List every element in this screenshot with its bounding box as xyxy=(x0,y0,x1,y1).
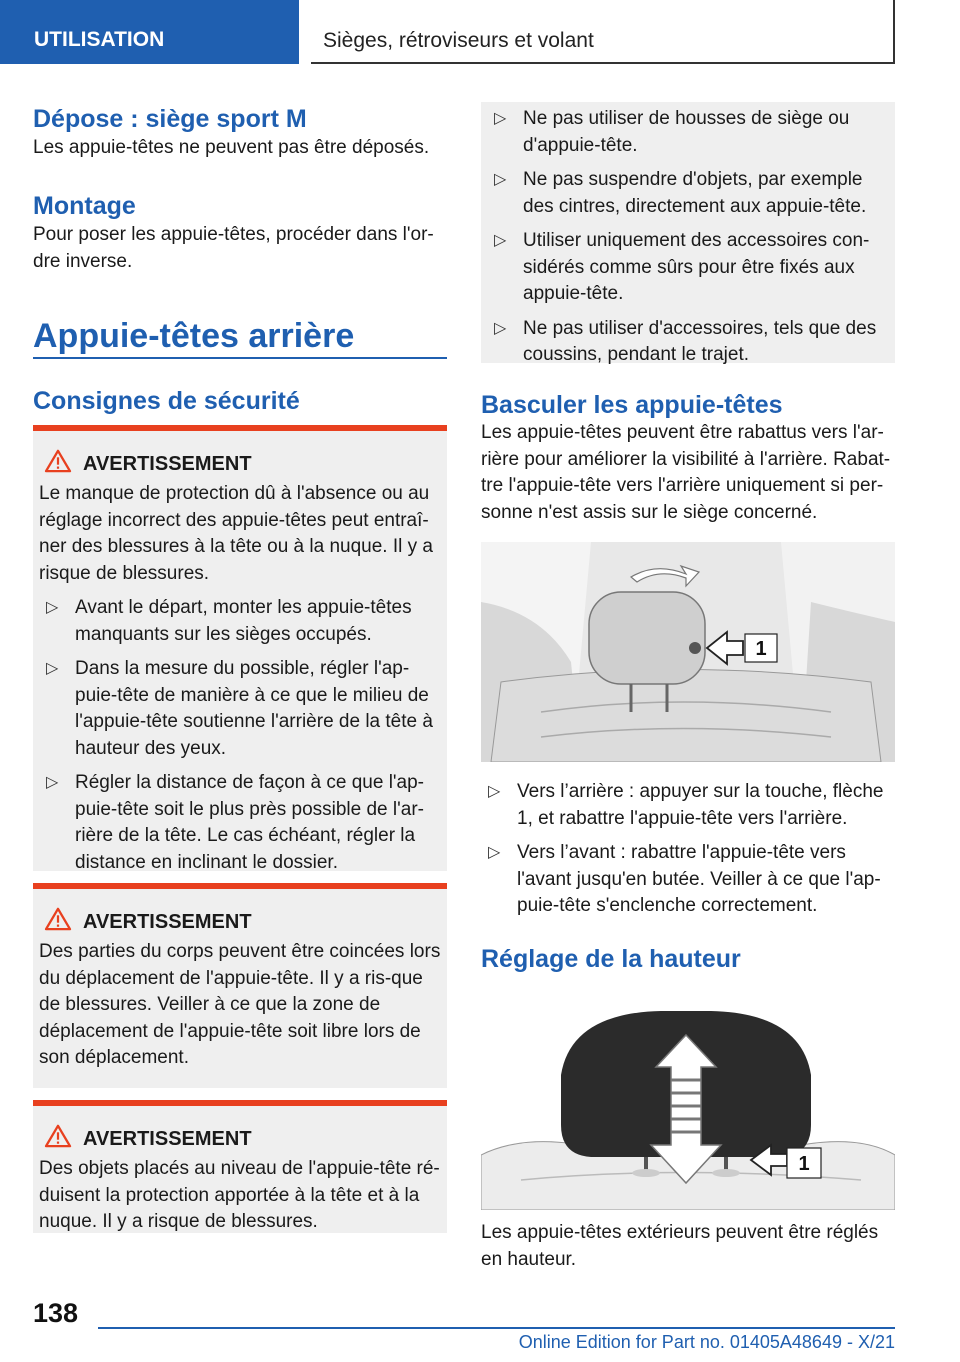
height-title: Réglage de la hauteur xyxy=(481,945,741,973)
chapter-header xyxy=(311,0,895,64)
warning-box-2 xyxy=(33,883,447,1088)
chapter-label: Sièges, rétroviseurs et volant xyxy=(323,29,594,52)
warning-triangle-icon xyxy=(43,907,73,931)
triangle-bullet-icon: ▷ xyxy=(46,774,59,791)
callout-1: 1 xyxy=(755,638,767,660)
warning-title-1 xyxy=(39,449,441,479)
warning-triangle-icon xyxy=(43,1124,73,1148)
title-rule xyxy=(33,357,447,359)
triangle-bullet-icon: ▷ xyxy=(494,319,507,337)
list-item: ▷ Ne pas utiliser d'accessoires, tels que des coussins, pendant le trajet. xyxy=(494,317,877,365)
warning-label: AVERTISSEMENT xyxy=(83,453,252,475)
triangle-bullet-icon: ▷ xyxy=(46,660,59,677)
list-item: ▷ Ne pas suspendre d'objets, par exemple des cintres, directement aux appuie-tête. xyxy=(494,169,867,217)
list-item: ▷ Ne pas utiliser de housses de siège ou d'appuie-tête. xyxy=(494,108,850,156)
tilt-section xyxy=(481,390,895,526)
tilt-title: Basculer les appuie-têtes xyxy=(481,391,783,419)
triangle-bullet-icon: ▷ xyxy=(46,599,59,616)
page-number: 138 xyxy=(33,1298,79,1328)
triangle-bullet-icon: ▷ xyxy=(494,232,507,249)
callout-1: 1 xyxy=(798,1153,810,1175)
warning-box-3 xyxy=(33,1100,447,1233)
height-text-block xyxy=(481,1220,895,1273)
section-tab xyxy=(0,0,299,64)
edition-link[interactable]: Online Edition for Part no. 01405A48649 - X/21 xyxy=(518,1332,895,1352)
list-item: ▷ Régler la distance de façon à ce que l'ap-puie-tête soit le plus près possible de l'ar-rière de la tête. Le cas échéant, régler la distance en inclinant le dossier. xyxy=(46,772,425,873)
montage-text: Pour poser les appuie-têtes, procéder dans l'or-dre inverse. xyxy=(33,224,434,272)
safety-title: Consignes de sécurité xyxy=(33,387,300,415)
tilt-text: Les appuie-têtes peuvent être rabattus vers l'ar-rière pour améliorer la visibilité à l'arrière. Rabat-tre l'appuie-tête vers l'arrière uniquement si per-sonne n'est assis sur le siège concerné. xyxy=(481,422,891,523)
tilt-steps xyxy=(481,775,895,928)
triangle-bullet-icon: ▷ xyxy=(494,110,507,127)
tilt-list xyxy=(481,779,895,920)
warning-text-2: Des parties du corps peuvent être coincées lors du déplacement de l'appuie-tête. Il y a ris-que de blessures. Veiller à ce que la zone de déplacement de l'appuie-tête soit libre lors de son déplacement. xyxy=(39,941,441,1068)
warning-label: AVERTISSEMENT xyxy=(83,911,252,933)
depose-text: Les appuie-têtes ne peuvent pas être déposés. xyxy=(33,137,430,158)
safety-heading xyxy=(33,386,447,416)
depose-section xyxy=(33,104,447,161)
warning-title-2 xyxy=(39,907,441,937)
depose-title: Dépose : siège sport M xyxy=(33,105,307,133)
warning-label: AVERTISSEMENT xyxy=(83,1128,252,1150)
main-heading xyxy=(33,316,447,359)
height-text: Les appuie-têtes extérieurs peuvent être réglés en hauteur. xyxy=(481,1222,879,1270)
montage-title: Montage xyxy=(33,192,136,220)
warning-list-continued xyxy=(487,106,889,369)
list-item: ▷ Avant le départ, monter les appuie-têtes manquants sur les sièges occupés. xyxy=(46,597,412,645)
warning-text-3: Des objets placés au niveau de l'appuie-tête ré-duisent la protection apportée à la tête et à la nuque. Il y a risque de blessures. xyxy=(39,1158,440,1232)
headrest-height-illustration xyxy=(481,1005,895,1210)
list-item: ▷ Vers l’avant : rabattre l'appuie-tête vers l'avant jusqu'en butée. Veiller à ce que l'ap-puie-tête s'enclenche correctement. xyxy=(488,842,881,916)
triangle-bullet-icon: ▷ xyxy=(494,171,507,188)
height-heading xyxy=(481,944,895,974)
headrest-tilt-illustration xyxy=(481,542,895,762)
list-item: ▷ Vers l’arrière : appuyer sur la touche, flèche 1, et rabattre l'appuie-tête vers l'arrière. xyxy=(488,781,884,829)
list-item: ▷ Utiliser uniquement des accessoires con-sidérés comme sûrs pour être fixés aux appuie-tête. xyxy=(494,230,870,304)
triangle-bullet-icon: ▷ xyxy=(488,783,501,800)
warning-list-1 xyxy=(39,595,441,876)
montage-section xyxy=(33,191,447,275)
triangle-bullet-icon: ▷ xyxy=(488,844,501,861)
warning-text-1: Le manque de protection dû à l'absence ou au réglage incorrect des appuie-têtes peut entraî-ner des blessures à la tête ou à la nuque. Il y a risque de blessures. xyxy=(39,483,433,584)
section-label: UTILISATION xyxy=(34,28,165,51)
list-item: ▷ Dans la mesure du possible, régler l'ap-puie-tête de manière à ce que le milieu de l'appuie-tête soutienne l'arrière de la tête à hauteur des yeux. xyxy=(46,658,433,759)
warning-box-1 xyxy=(33,425,447,871)
page-title: Appuie-têtes arrière xyxy=(33,317,355,355)
warning-continued-box xyxy=(481,102,895,363)
footer-rule xyxy=(98,1327,895,1329)
warning-triangle-icon xyxy=(43,449,73,473)
warning-title-3 xyxy=(39,1124,441,1154)
